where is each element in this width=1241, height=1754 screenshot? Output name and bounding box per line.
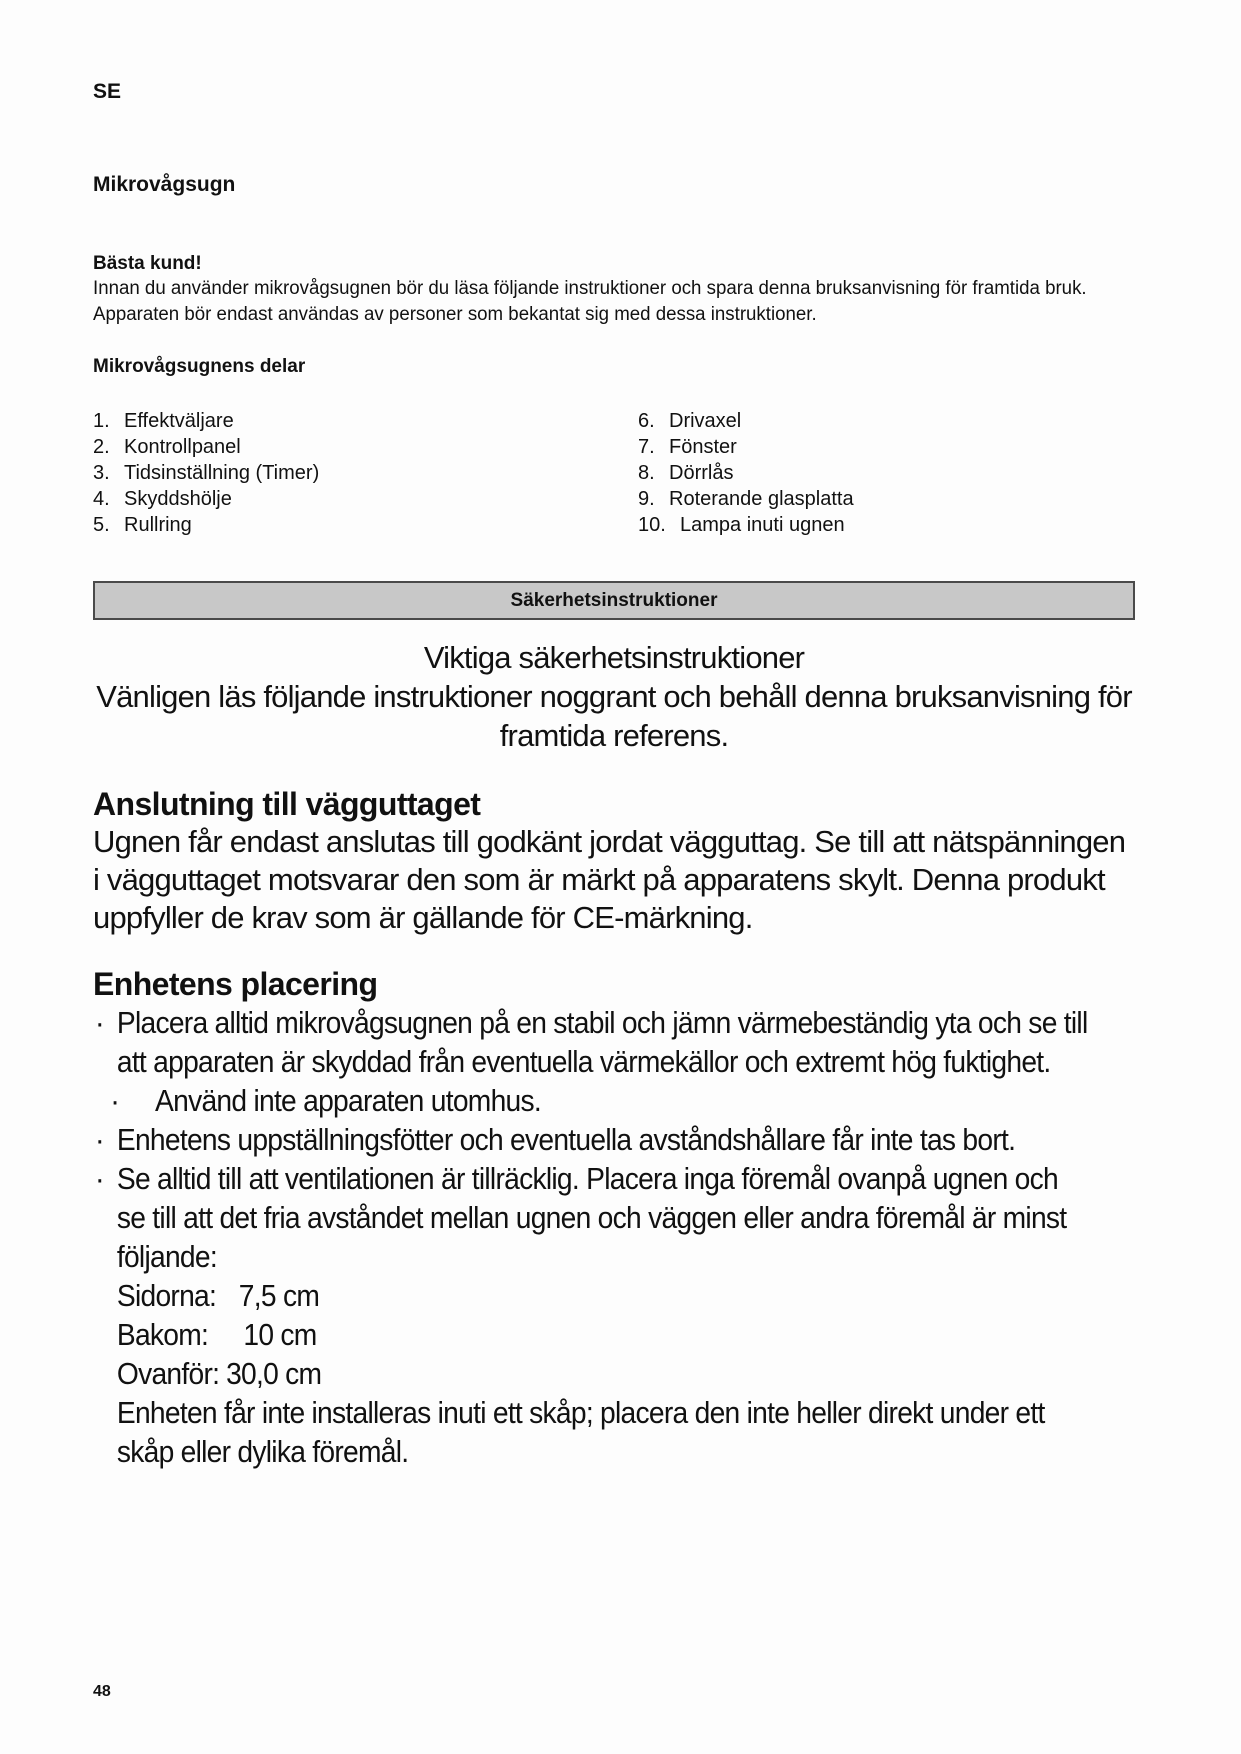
item-label: Lampa inuti ugnen [680,514,845,536]
item-number: 6. [638,410,655,432]
distance-value: 7,5 cm [238,1278,320,1313]
item-label: Fönster [669,436,737,458]
item-line: Placera alltid mikrovågsugnen på en stabil och jämn värmebeständig yta och se till [116,1005,1088,1040]
distance-value: 10 cm [243,1317,317,1352]
placement-heading: Enhetens placering [93,966,378,1002]
item-label: Rullring [124,514,192,536]
list-item [93,1159,1134,1471]
safety-intro [93,638,1135,755]
safety-intro-line: Viktiga säkerhetsinstruktioner [423,640,805,675]
item-number: 5. [93,514,110,536]
item-line: Enhetens uppställningsfötter och eventuella avståndshållare får inte tas bort. [116,1122,1016,1157]
intro-line: Apparaten bör endast användas av personer som bekantat sig med dessa instruktioner. [93,304,817,325]
list-item [638,512,854,538]
list-item [93,512,319,538]
item-line: följande: [116,1239,217,1274]
distance-row [117,1315,1088,1354]
intro-line: Innan du använder mikrovågsugnen bör du läsa följande instruktioner och spara denna bruksanvisning för framtida bruk. [93,278,1087,299]
distance-row [117,1354,1088,1393]
page-number: 48 [93,1683,111,1700]
bullet-icon: · [94,1005,105,1040]
item-number: 8. [638,462,655,484]
placement-list [93,1003,1185,1471]
item-number: 2. [93,436,110,458]
item-number: 10. [638,514,666,536]
list-item [93,1081,1134,1120]
list-item [93,486,319,512]
item-number: 7. [638,436,655,458]
safety-intro-line: framtida referens. [499,718,729,753]
connection-text [93,823,1125,937]
list-item [93,1003,1134,1081]
item-label: Tidsinställning (Timer) [124,462,320,484]
item-label: Kontrollpanel [124,436,241,458]
item-line: att apparaten är skyddad från eventuella värmekällor och extremt hög fuktighet. [116,1044,1051,1079]
list-item [638,486,854,512]
parts-list-right [638,408,854,538]
item-number: 3. [93,462,110,484]
safety-intro-line: Vänligen läs följande instruktioner noggrant och behåll denna bruksanvisning för [96,679,1132,714]
bullet-icon: · [94,1122,105,1157]
item-line: Enheten får inte installeras inuti ett skåp; placera den inte heller direkt under ett [116,1395,1045,1430]
item-number: 1. [93,410,110,432]
language-code: SE [93,80,122,103]
connection-line: uppfyller de krav som är gällande för CE-märkning. [93,900,753,935]
greeting: Bästa kund! [93,253,202,274]
list-item [638,434,854,460]
parts-list-left [93,408,319,538]
item-line: se till att det fria avståndet mellan ugnen och väggen eller andra föremål är minst [116,1200,1067,1235]
item-line: Använd inte apparaten utomhus. [155,1083,541,1118]
bullet-icon: · [94,1161,105,1196]
list-item [638,408,854,434]
item-label: Dörrlås [669,462,734,484]
connection-line: i vägguttaget motsvarar den som är märkt på apparatens skylt. Denna produkt [93,862,1105,897]
document-title: Mikrovågsugn [93,173,236,196]
item-label: Roterande glasplatta [669,488,854,510]
item-label: Drivaxel [669,410,742,432]
item-label: Skyddshölje [124,488,232,510]
list-item [93,1120,1134,1159]
connection-heading: Anslutning till vägguttaget [93,786,481,822]
safety-banner: Säkerhetsinstruktioner [93,581,1135,620]
distance-label: Bakom: [116,1317,209,1352]
list-item [93,460,319,486]
item-number: 9. [638,488,655,510]
distance-label: Ovanför: [116,1356,220,1391]
distance-row [117,1276,1088,1315]
item-line: skåp eller dylika föremål. [116,1434,409,1469]
list-item [638,460,854,486]
item-label: Effektväljare [124,410,234,432]
item-line: Se alltid till att ventilationen är tillräcklig. Placera inga föremål ovanpå ugnen och [116,1161,1058,1196]
intro-text [93,276,1153,328]
parts-heading: Mikrovågsugnens delar [93,356,306,377]
bullet-icon: · [110,1083,120,1118]
distance-value: 30,0 cm [226,1356,322,1391]
item-number: 4. [93,488,110,510]
list-item [93,434,319,460]
distance-label: Sidorna: [116,1278,217,1313]
list-item [93,408,319,434]
connection-line: Ugnen får endast anslutas till godkänt jordat vägguttag. Se till att nätspänningen [93,824,1126,859]
